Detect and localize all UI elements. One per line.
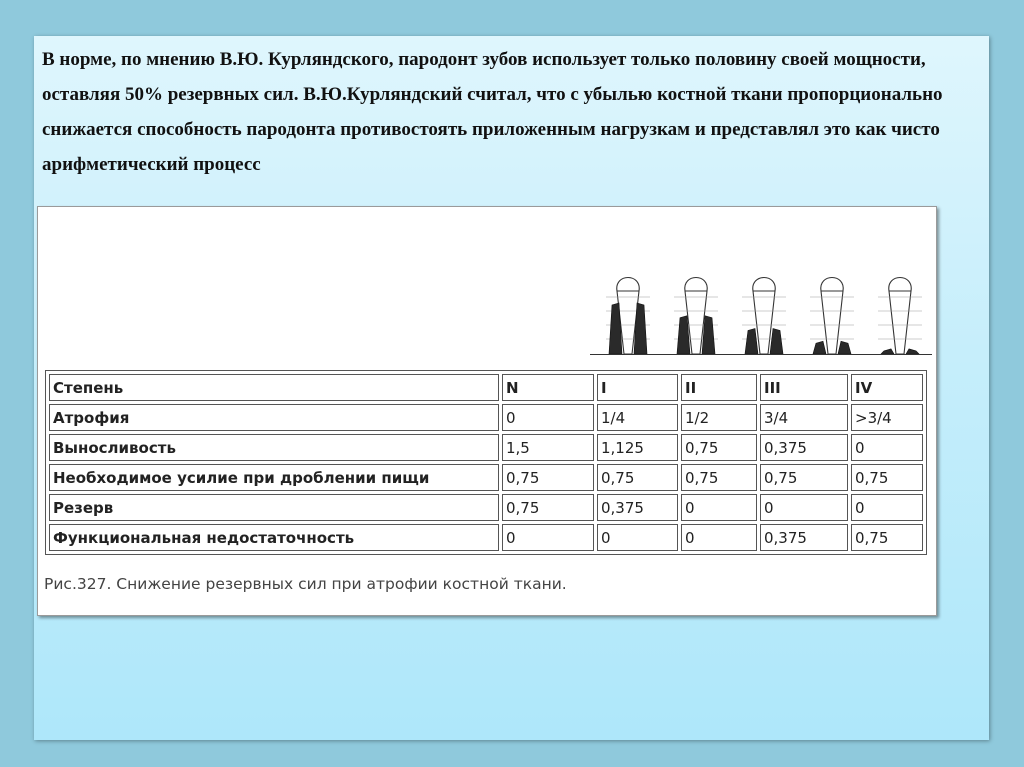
tooth-root: [889, 291, 911, 354]
table-cell: 0,75: [851, 524, 923, 551]
table-cell: 0: [681, 494, 757, 521]
bone-tissue: [745, 329, 758, 355]
table-cell: 0,75: [502, 464, 594, 491]
tooth-root: [821, 291, 843, 354]
baseline-rule: [590, 354, 932, 355]
table-header-cell: I: [597, 374, 678, 401]
table-cell: 0: [681, 524, 757, 551]
table-header-label: Степень: [49, 374, 499, 401]
bone-tissue: [813, 341, 826, 354]
tooth-diagram: [878, 278, 922, 355]
degree-table: [45, 370, 927, 555]
table-cell: 0: [502, 524, 594, 551]
table-cell: 0,75: [502, 494, 594, 521]
table-cell: 0: [502, 404, 594, 431]
table-row: [49, 524, 923, 551]
row-label: Функциональная недостаточность: [49, 524, 499, 551]
tooth-crown: [617, 278, 639, 292]
figure-panel: [37, 206, 937, 616]
bone-tissue: [634, 303, 647, 354]
table-cell: 1,5: [502, 434, 594, 461]
tooth-diagrams: [594, 269, 934, 355]
slide: [34, 36, 989, 740]
table-cell: 0,75: [597, 464, 678, 491]
row-label: Выносливость: [49, 434, 499, 461]
table-cell: 0,375: [760, 434, 848, 461]
table-cell: 0,375: [597, 494, 678, 521]
table-cell: 1/2: [681, 404, 757, 431]
tooth-diagram: [674, 278, 718, 355]
intro-text: В норме, по мнению В.Ю. Курляндского, пародонт зубов использует только половину своей мощности, оставляя 50% резервных сил. В.Ю.Курляндский считал, что с убылью костной ткани пропорционально снижается способность пародонта противостоять приложенным нагрузкам и представлял это как чисто арифметический процесс: [42, 49, 943, 175]
table-header-cell: IV: [851, 374, 923, 401]
table-row: [49, 404, 923, 431]
row-label: Резерв: [49, 494, 499, 521]
table-header-cell: II: [681, 374, 757, 401]
table-cell: 3/4: [760, 404, 848, 431]
tooth-diagram: [742, 278, 786, 355]
bone-tissue: [770, 329, 783, 355]
table-header-row: [49, 374, 923, 401]
table-cell: 0: [760, 494, 848, 521]
table-cell: 0,75: [681, 464, 757, 491]
tooth-crown: [685, 278, 707, 292]
table-cell: 0: [851, 494, 923, 521]
table-cell: 0: [597, 524, 678, 551]
bone-tissue: [609, 303, 622, 354]
table-cell: 0: [851, 434, 923, 461]
tooth-crown: [821, 278, 843, 292]
row-label: Необходимое усилие при дроблении пищи: [49, 464, 499, 491]
table-cell: >3/4: [851, 404, 923, 431]
table-cell: 1/4: [597, 404, 678, 431]
table-cell: 1,125: [597, 434, 678, 461]
figure-caption: Рис.327. Снижение резервных сил при атрофии костной ткани.: [44, 575, 567, 593]
row-label: Атрофия: [49, 404, 499, 431]
table-cell: 0,75: [760, 464, 848, 491]
table-row: [49, 434, 923, 461]
table-header-cell: III: [760, 374, 848, 401]
tooth-crown: [753, 278, 775, 292]
tooth-diagram: [606, 278, 650, 355]
bone-tissue: [838, 341, 851, 354]
tooth-diagram: [810, 278, 854, 355]
table-row: [49, 494, 923, 521]
table-cell: 0,375: [760, 524, 848, 551]
table-cell: 0,75: [851, 464, 923, 491]
tooth-crown: [889, 278, 911, 292]
table-header-cell: N: [502, 374, 594, 401]
table-row: [49, 464, 923, 491]
table-cell: 0,75: [681, 434, 757, 461]
